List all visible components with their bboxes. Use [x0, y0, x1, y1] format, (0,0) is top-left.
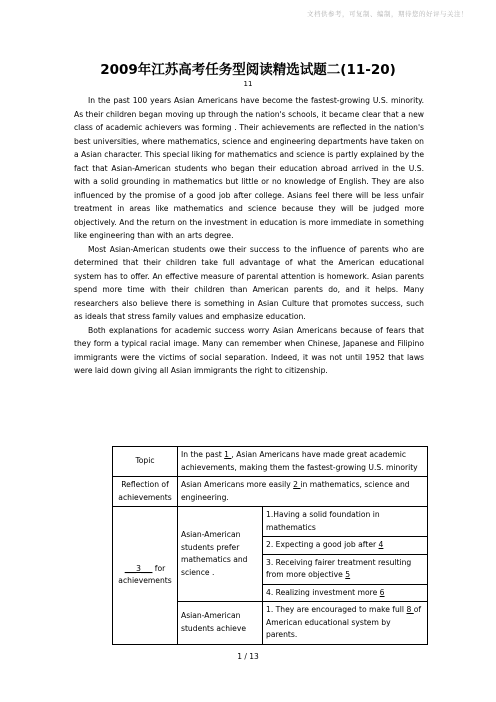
- blank-4[interactable]: 4: [378, 540, 384, 549]
- question-number: 11: [243, 80, 253, 88]
- prefer-item: 1.Having a solid foundation in mathematics: [263, 507, 428, 537]
- prefer-item: 2. Expecting a good job after 4: [263, 537, 428, 555]
- page-footer: 1 / 13: [237, 652, 259, 661]
- blank-1[interactable]: 1: [224, 450, 232, 459]
- paragraph: Most Asian-American students owe their success to the influence of parents who are determined that their children take full advantage of what the American educational system has to offer. An effective measure of parental attention is homework. Asian parents spend more time with their children than American parents do, and it helps. Many researchers also believe there is something in Asian Culture that promotes success, such as ideals that stress family values and emphasize education.: [74, 244, 424, 321]
- topic-label: Topic: [113, 447, 178, 477]
- achieve-item: 1. They are encouraged to make full 8 of American educational system by parents.: [263, 602, 428, 645]
- header-note: 文档供参考，可复制、编制，期待您的好评与关注！: [307, 10, 468, 18]
- prefer-item: 3. Receiving fairer treatment resulting from more objective 5: [263, 554, 428, 584]
- task-table: [112, 446, 428, 645]
- table-row: [113, 447, 428, 477]
- prefer-item: 4. Realizing investment more 6: [263, 584, 428, 602]
- table-row: [113, 507, 428, 537]
- blank-8[interactable]: 8: [406, 605, 414, 614]
- passage: [74, 94, 424, 378]
- reasons-label: ___3___ for achievements: [113, 507, 178, 645]
- blank-2[interactable]: 2: [293, 480, 301, 489]
- paragraph: In the past 100 years Asian Americans have become the fastest-growing U.S. minority. As their children began moving up through the nation's schools, it became clear that a new class of academic achievers was forming . Their achievements are reflected in the nation's best universities, where mathematics, science and engineering departments have taken on a Asian character. This special liking for mathematics and science is partly explained by the fact that Asian-American students who began their education abroad arrived in the U.S. with a solid grounding in mathematics but little or no knowledge of English. They are also influenced by the promise of a good job after college. Asians feel there will be less unfair treatment in areas like mathematics and science because they will be judged more objectively. And the return on the investment in education is more immediate in something like engineering than with an arts degree.: [74, 96, 424, 240]
- table-row: [113, 477, 428, 507]
- blank-6[interactable]: 6: [379, 587, 385, 597]
- paragraph: Both explanations for academic success worry Asian Americans because of fears that they form a typical racial image. Many can remember when Chinese, Japanese and Filipino immigrants were the victims of social separation. Indeed, it was not until 1952 that laws were laid down giving all Asian immigrants the right to citizenship.: [74, 325, 424, 375]
- achieve-label: Asian-American students achieve: [178, 602, 263, 645]
- topic-cell: In the past 1 , Asian Americans have made great academic achievements, making them the fastest-growing U.S. minority: [178, 447, 428, 477]
- blank-5[interactable]: 5: [345, 570, 351, 579]
- page-title: 2009年江苏高考任务型阅读精选试题二(11-20): [100, 62, 396, 78]
- reflection-label: Reflection of achievements: [113, 477, 178, 507]
- blank-3[interactable]: ___3___: [124, 563, 153, 573]
- reflection-cell: Asian Americans more easily 2 in mathematics, science and engineering.: [178, 477, 428, 507]
- prefer-label: Asian-American students prefer mathematics and science .: [178, 507, 263, 602]
